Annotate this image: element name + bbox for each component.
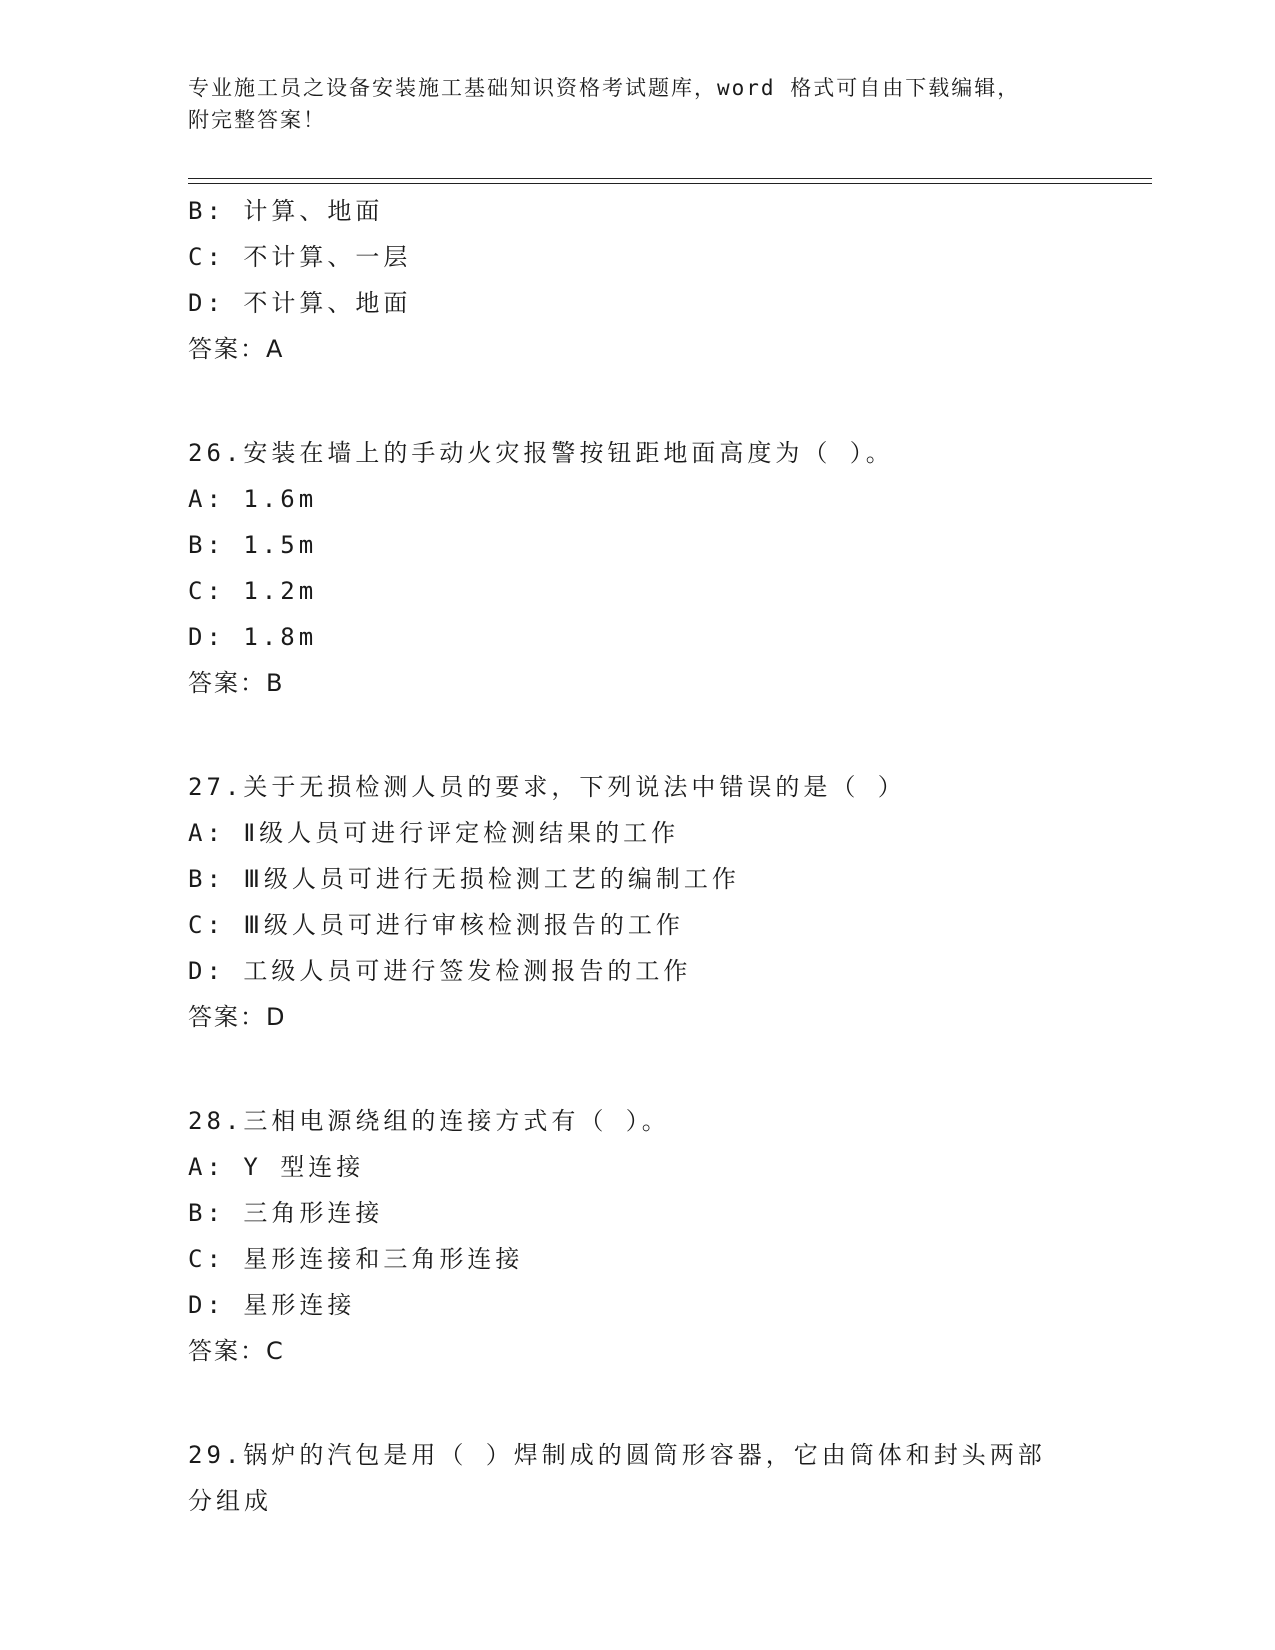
option-d: D: 不计算、地面	[188, 289, 412, 317]
option-d: D: 工级人员可进行签发检测报告的工作	[188, 957, 692, 985]
question-29	[188, 1432, 1088, 1524]
option-a: A: Y 型连接	[188, 1153, 365, 1181]
option-d: D: 星形连接	[188, 1291, 356, 1319]
question-text: 26.安装在墙上的手动火灾报警按钮距地面高度为（ ）。	[188, 439, 894, 467]
question-25-tail	[188, 188, 1088, 372]
option-c: C: 不计算、一层	[188, 243, 412, 271]
header-divider-top	[188, 178, 1152, 179]
question-text: 28.三相电源绕组的连接方式有（ ）。	[188, 1107, 670, 1135]
question-gap	[188, 372, 1088, 430]
option-b: B: Ⅲ级人员可进行无损检测工艺的编制工作	[188, 865, 740, 893]
option-c: C: 1.2m	[188, 577, 318, 605]
document-header	[188, 72, 1068, 136]
answer: 答案：A	[188, 335, 285, 363]
option-b: B: 三角形连接	[188, 1199, 384, 1227]
question-text-line-2: 分组成	[188, 1487, 272, 1515]
option-d: D: 1.8m	[188, 623, 318, 651]
question-gap	[188, 706, 1088, 764]
question-list	[188, 188, 1088, 1524]
question-26	[188, 430, 1088, 706]
header-line-2: 附完整答案！	[188, 108, 326, 132]
answer: 答案：C	[188, 1337, 285, 1365]
header-line-1: 专业施工员之设备安装施工基础知识资格考试题库，word 格式可自由下载编辑，	[188, 76, 1021, 100]
option-b: B: 1.5m	[188, 531, 318, 559]
question-28	[188, 1098, 1088, 1374]
answer: 答案：B	[188, 669, 285, 697]
option-a: A: 1.6m	[188, 485, 318, 513]
header-divider-bottom	[188, 183, 1152, 184]
option-b: B: 计算、地面	[188, 197, 384, 225]
question-gap	[188, 1374, 1088, 1432]
question-text-line-1: 29.锅炉的汽包是用（ ）焊制成的圆筒形容器，它由筒体和封头两部	[188, 1441, 1046, 1469]
question-gap	[188, 1040, 1088, 1098]
option-c: C: 星形连接和三角形连接	[188, 1245, 524, 1273]
answer: 答案：D	[188, 1003, 287, 1031]
option-c: C: Ⅲ级人员可进行审核检测报告的工作	[188, 911, 684, 939]
question-27	[188, 764, 1088, 1040]
question-text: 27.关于无损检测人员的要求，下列说法中错误的是（ ）	[188, 773, 906, 801]
option-a: A: Ⅱ级人员可进行评定检测结果的工作	[188, 819, 680, 847]
